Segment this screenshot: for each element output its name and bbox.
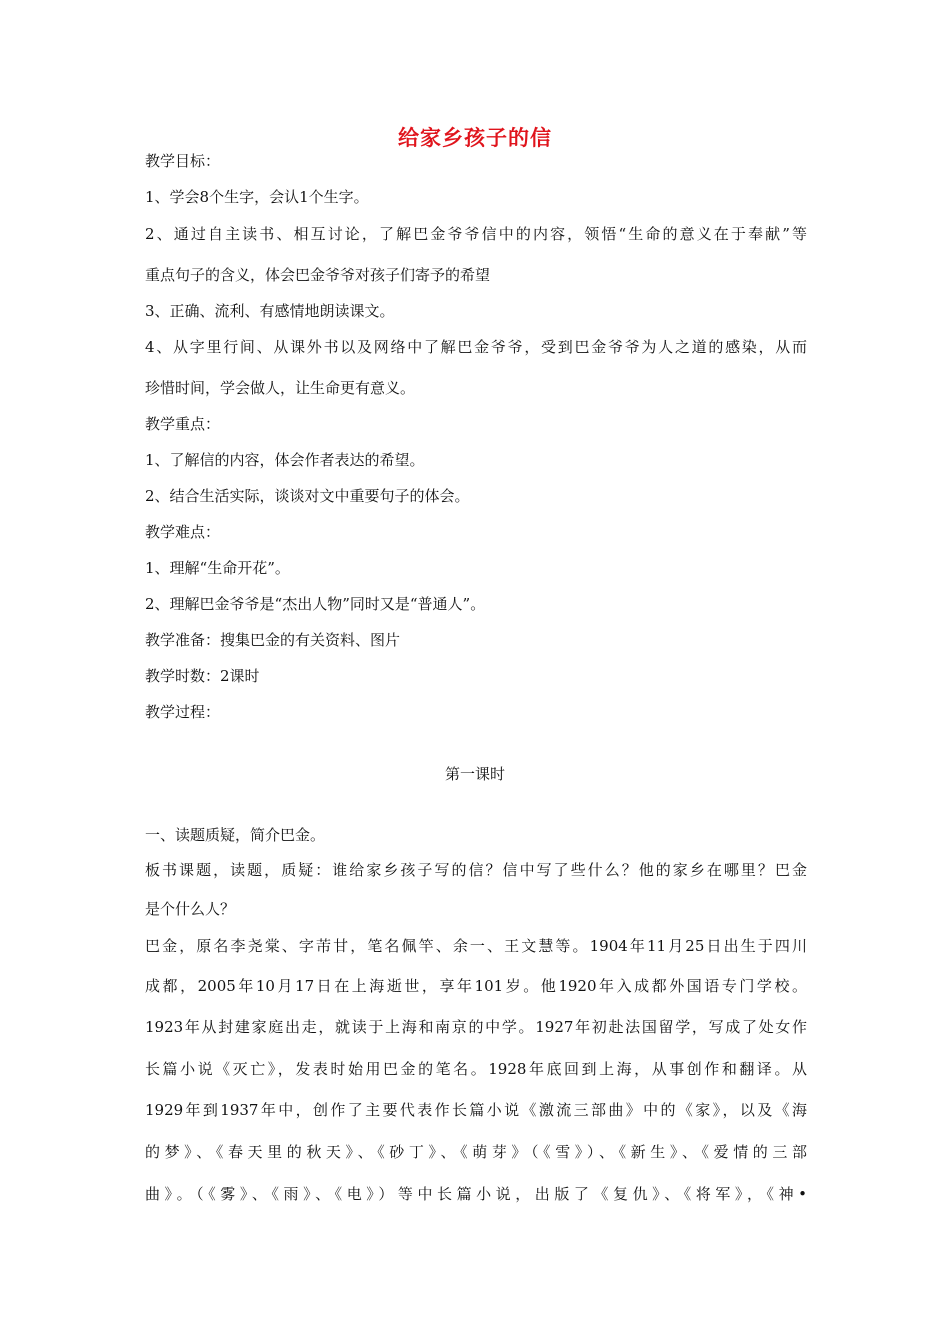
- objective-line: 重点句子的含义，体会巴金爷爷对孩子们寄予的希望: [145, 266, 491, 284]
- lesson-count-line: 教学时数：2课时: [145, 667, 260, 685]
- body-line: 1929年到1937年中，创作了主要代表作长篇小说《激流三部曲》中的《家》，以及《海: [145, 1101, 807, 1119]
- body-line: 长篇小说《灭亡》，发表时始用巴金的笔名。1928年底回到上海，从事创作和翻译。从: [145, 1060, 807, 1078]
- difficulty-line: 1、理解“生命开花”。: [145, 559, 290, 577]
- section-label-process: 教学过程：: [145, 703, 221, 721]
- key-point-line: 1、了解信的内容，体会作者表达的希望。: [145, 451, 425, 469]
- body-line: 成都，2005年10月17日在上海逝世，享年101岁。他1920年入成都外国语专门学校。: [145, 977, 807, 995]
- objective-line: 1、学会8个生字，会认1个生字。: [145, 188, 369, 206]
- preparation-line: 教学准备：搜集巴金的有关资料、图片: [145, 631, 401, 649]
- section-label-objectives: 教学目标：: [145, 152, 221, 170]
- objective-line: 3、正确、流利、有感情地朗读课文。: [145, 302, 395, 320]
- objective-line: 珍惜时间，学会做人，让生命更有意义。: [145, 379, 416, 397]
- section-label-key-points: 教学重点：: [145, 415, 221, 433]
- section-label-difficulties: 教学难点：: [145, 523, 221, 541]
- objective-line: 4、从字里行间、从课外书以及网络中了解巴金爷爷，受到巴金爷爷为人之道的感染，从而: [145, 338, 807, 356]
- body-line: 巴金，原名李尧棠、字芾甘，笔名佩竿、余一、王文慧等。1904年11月25日出生于四川: [145, 937, 807, 955]
- body-line: 板书课题，读题，质疑：谁给家乡孩子写的信？信中写了些什么？他的家乡在哪里？巴金: [145, 861, 807, 879]
- objective-line: 2、通过自主读书、相互讨论，了解巴金爷爷信中的内容，领悟“生命的意义在于奉献”等: [145, 225, 807, 243]
- body-line: 的梦》、《春天里的秋天》、《砂丁》、《萌芽》（《雪》）、《新生》、《爱情的三部: [145, 1143, 807, 1161]
- lesson-heading: 第一课时: [444, 765, 505, 783]
- step-heading: 一、读题质疑，简介巴金。: [145, 826, 326, 844]
- body-line: 是个什么人？: [145, 900, 236, 918]
- body-line: 1923年从封建家庭出走，就读于上海和南京的中学。1927年初赴法国留学，写成了处女作: [145, 1018, 807, 1036]
- body-line: 曲》。（《雾》、《雨》、《电》）等中长篇小说，出版了《复仇》、《将军》，《神•: [145, 1185, 807, 1203]
- document-title: 给家乡孩子的信: [398, 126, 552, 150]
- key-point-line: 2、结合生活实际，谈谈对文中重要句子的体会。: [145, 487, 470, 505]
- difficulty-line: 2、理解巴金爷爷是“杰出人物”同时又是“普通人”。: [145, 595, 486, 613]
